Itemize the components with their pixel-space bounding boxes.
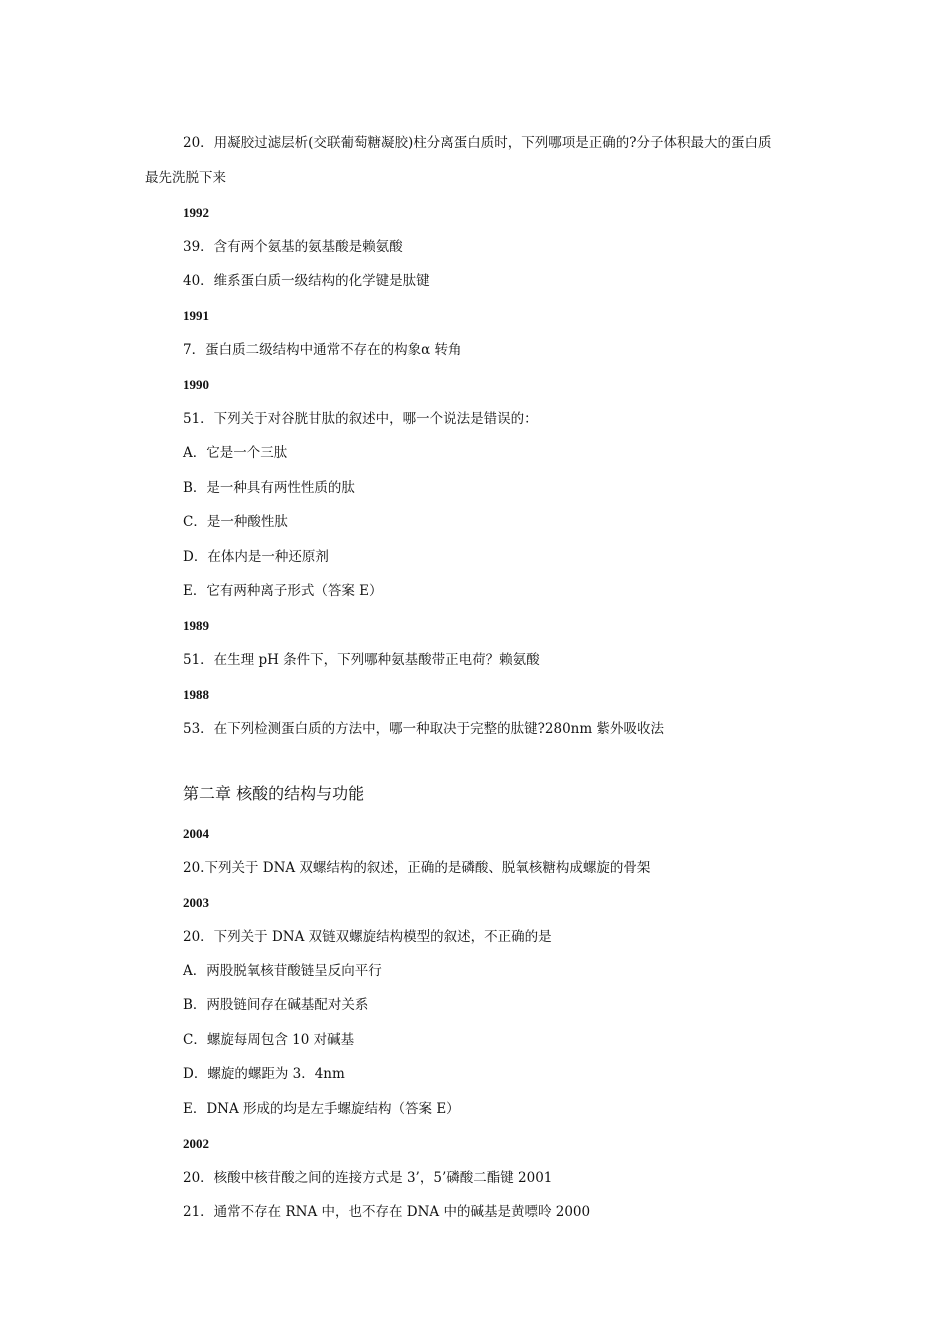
question-text: 53．在下列检测蛋白质的方法中，哪一种取决于完整的肽键?280nm 紫外吸收法 bbox=[183, 721, 664, 737]
answer-option: A．它是一个三肽 bbox=[183, 445, 288, 461]
question-text: 21．通常不存在 RNA 中，也不存在 DNA 中的碱基是黄嘌呤 2000 bbox=[183, 1204, 591, 1220]
answer-option: B．两股链间存在碱基配对关系 bbox=[183, 997, 369, 1013]
answer-option: E．它有两种离子形式（答案 E） bbox=[183, 583, 383, 599]
year-heading: 2002 bbox=[183, 1136, 209, 1151]
question-text: 40．维系蛋白质一级结构的化学键是肽键 bbox=[183, 273, 430, 289]
year-heading: 1988 bbox=[183, 687, 209, 702]
year-heading: 1990 bbox=[183, 377, 209, 392]
answer-option: A．两股脱氧核苷酸链呈反向平行 bbox=[183, 963, 382, 979]
answer-option: B．是一种具有两性性质的肽 bbox=[183, 480, 355, 496]
year-heading: 2004 bbox=[183, 826, 209, 841]
question-text: 39．含有两个氨基的氨基酸是赖氨酸 bbox=[183, 239, 403, 255]
year-heading: 2003 bbox=[183, 895, 209, 910]
chapter-heading: 第二章 核酸的结构与功能 bbox=[183, 784, 365, 803]
question-text: 20．核酸中核苷酸之间的连接方式是 3’，5’磷酸二酯键 2001 bbox=[183, 1170, 553, 1186]
question-text: 7．蛋白质二级结构中通常不存在的构象α 转角 bbox=[183, 342, 462, 358]
question-text: 20．用凝胶过滤层析(交联葡萄糖凝胶)柱分离蛋白质时，下列哪项是正确的?分子体积最大的蛋白质 bbox=[183, 135, 772, 151]
answer-option: C．螺旋每周包含 10 对碱基 bbox=[183, 1032, 355, 1048]
answer-option: E．DNA 形成的均是左手螺旋结构（答案 E） bbox=[183, 1101, 460, 1117]
question-text: 51．在生理 pH 条件下，下列哪种氨基酸带正电荷？赖氨酸 bbox=[183, 652, 540, 668]
year-heading: 1991 bbox=[183, 308, 209, 323]
answer-option: D．在体内是一种还原剂 bbox=[183, 549, 329, 565]
question-text-continuation: 最先洗脱下来 bbox=[145, 170, 226, 186]
question-text: 20.下列关于 DNA 双螺结构的叙述，正确的是磷酸、脱氧核糖构成螺旋的骨架 bbox=[183, 860, 651, 876]
question-text: 51．下列关于对谷胱甘肽的叙述中，哪一个说法是错误的： bbox=[183, 411, 538, 427]
question-text: 20．下列关于 DNA 双链双螺旋结构模型的叙述，不正确的是 bbox=[183, 929, 552, 945]
answer-option: D．螺旋的螺距为 3．4nm bbox=[183, 1066, 345, 1082]
year-heading: 1989 bbox=[183, 618, 209, 633]
year-heading: 1992 bbox=[183, 205, 209, 220]
answer-option: C．是一种酸性肽 bbox=[183, 514, 288, 530]
